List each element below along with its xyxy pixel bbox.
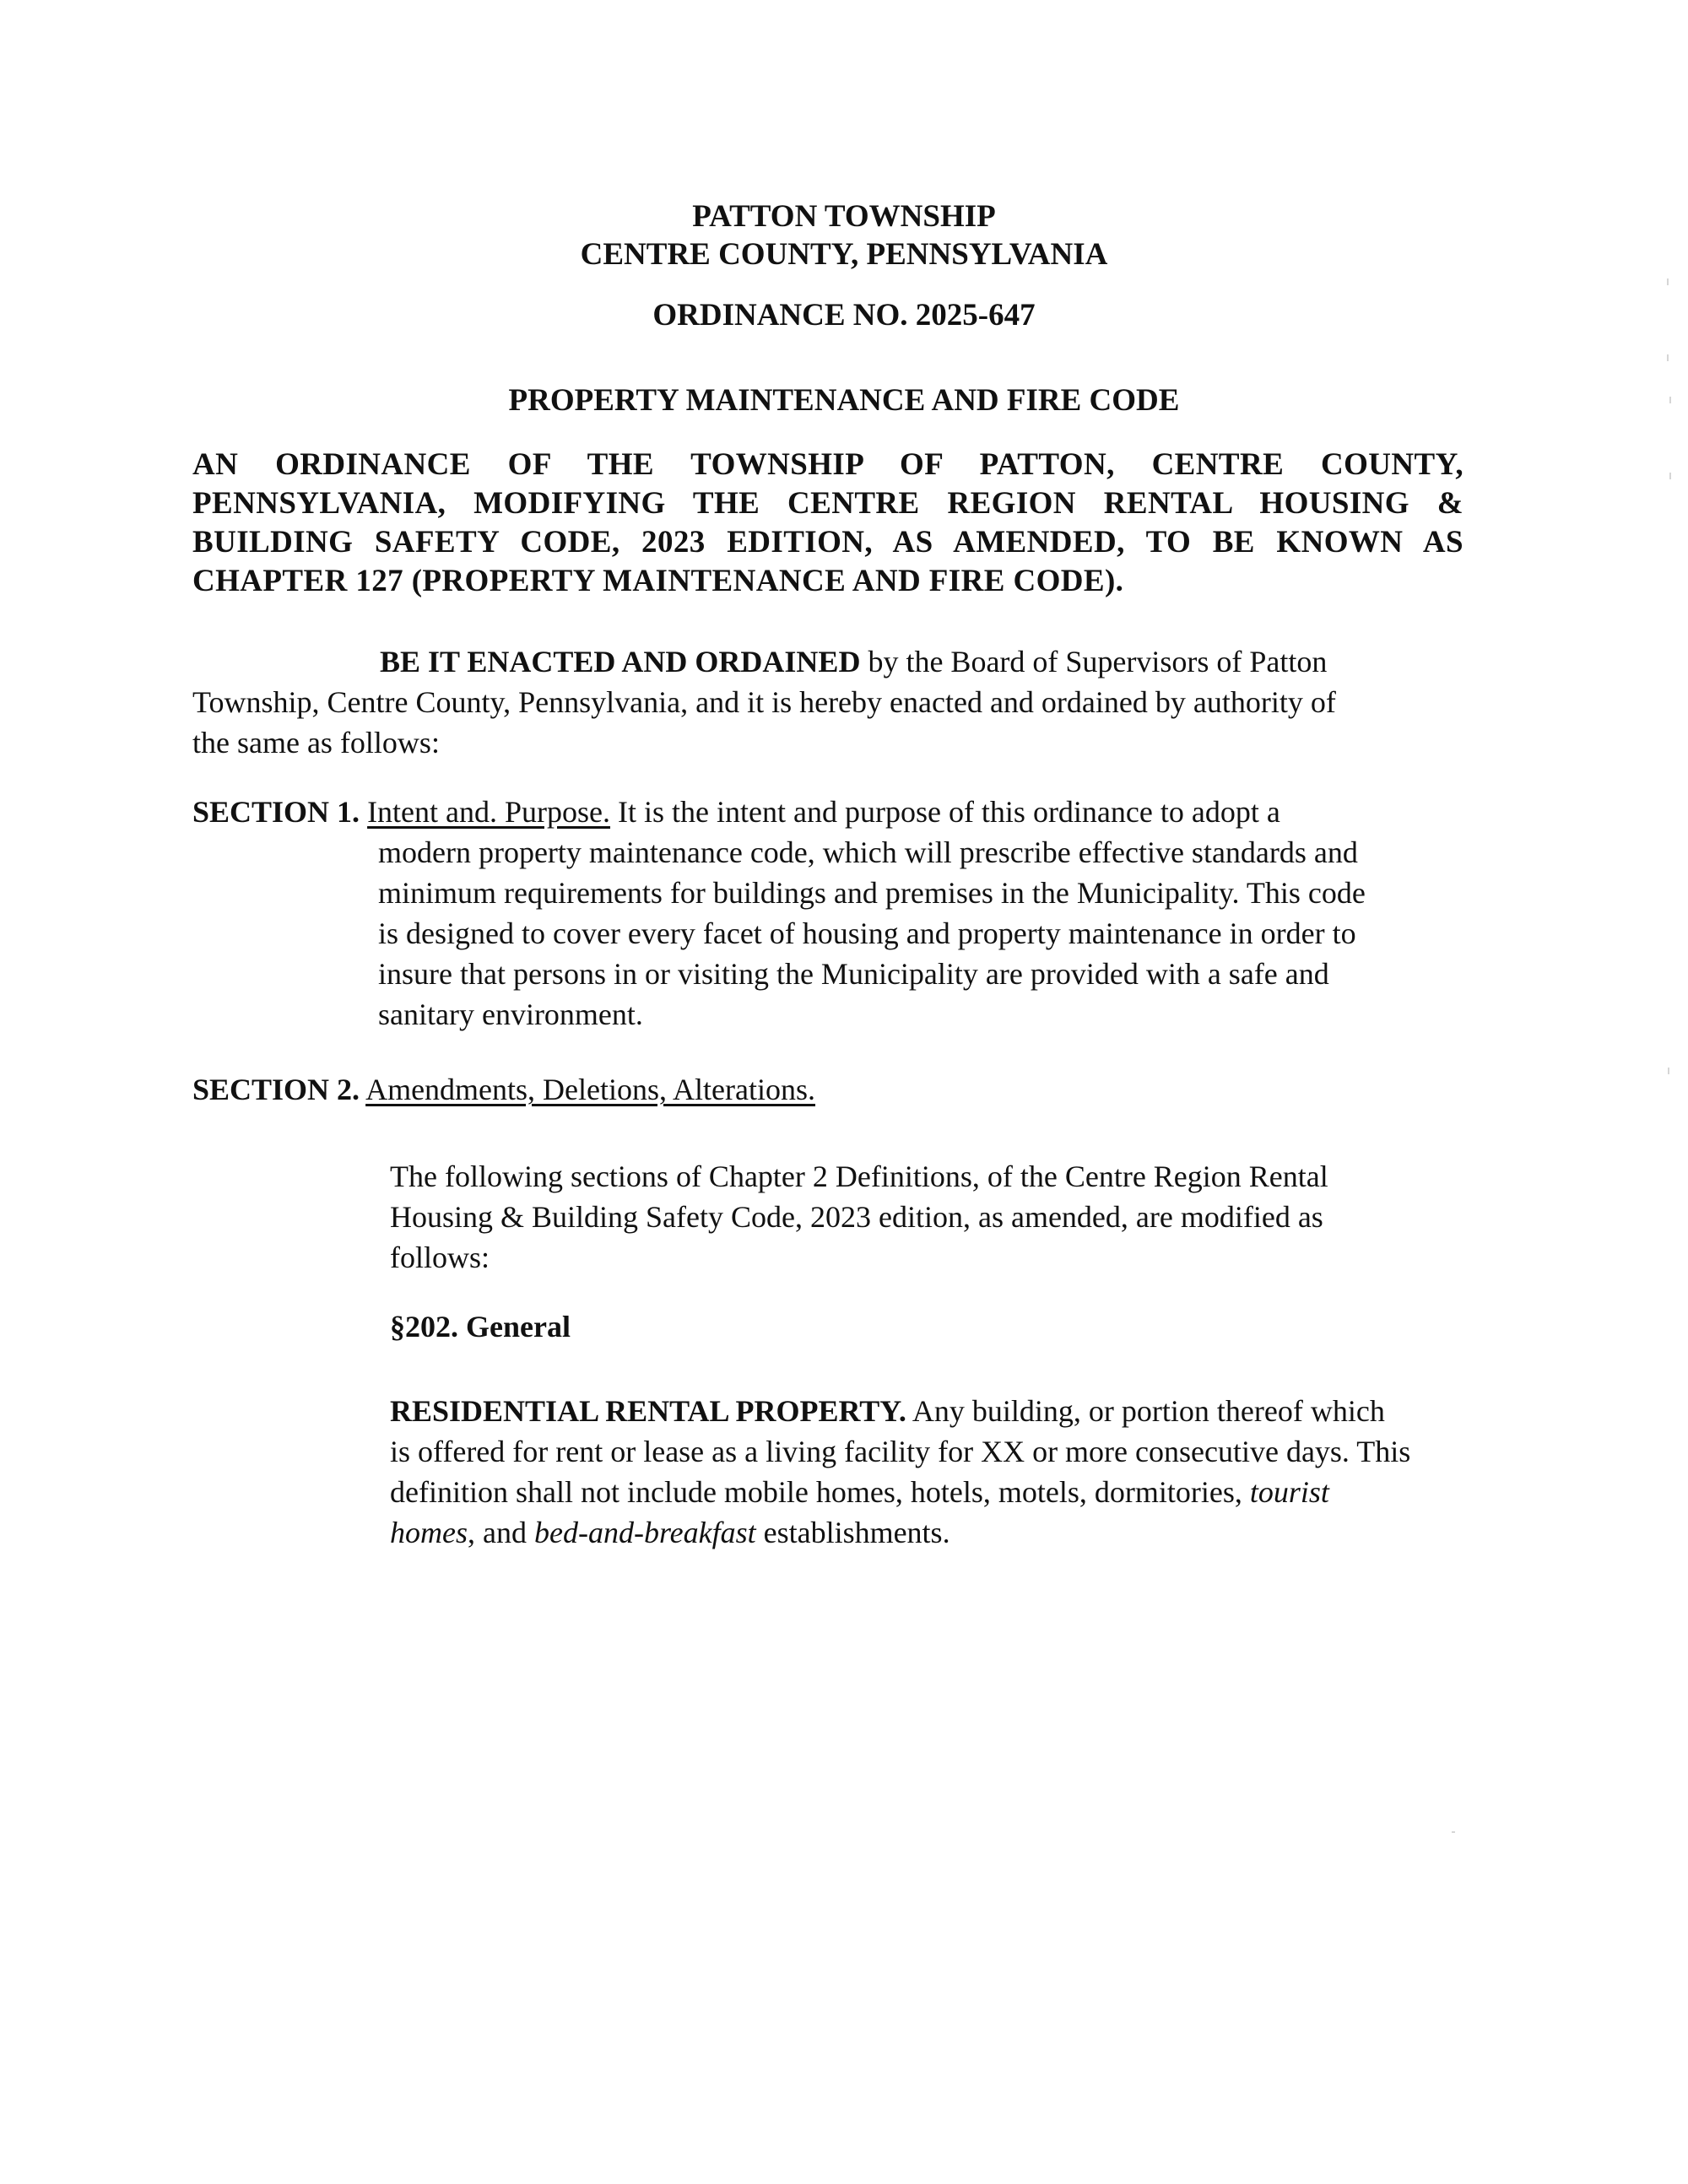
section-1-line: modern property maintenance code, which will prescribe effective standards and: [378, 835, 1358, 869]
definition-term: RESIDENTIAL RENTAL PROPERTY.: [390, 1394, 906, 1428]
scan-speck: [1667, 278, 1669, 285]
section-1-line: minimum requirements for buildings and premises in the Municipality. This code: [378, 876, 1366, 910]
definition-line-4-italic-c: bed-and-breakfast: [533, 1516, 756, 1549]
title-line: AN ORDINANCE OF THE TOWNSHIP OF PATTON, CENTRE COUNTY,: [192, 447, 1463, 482]
ordinance-subject: PROPERTY MAINTENANCE AND FIRE CODE: [508, 383, 1180, 418]
title-line: BUILDING SAFETY CODE, 2023 EDITION, AS AMENDED, TO BE KNOWN AS: [192, 525, 1463, 560]
scan-speck: [1452, 1831, 1455, 1833]
scan-speck: [1669, 397, 1671, 403]
ordinance-title: [192, 446, 1463, 601]
enactment-line-1: by the Board of Supervisors of Patton: [860, 645, 1328, 678]
section-2-intro-line: follows:: [390, 1241, 490, 1274]
definition-line-3-italic: tourist: [1249, 1475, 1329, 1509]
definition-line-4-italic-a: homes: [390, 1516, 468, 1549]
enactment-lead: BE IT ENACTED AND ORDAINED: [380, 645, 861, 678]
title-line: PENNSYLVANIA, MODIFYING THE CENTRE REGION RENTAL HOUSING &: [192, 486, 1463, 521]
definition-line-4-b: , and: [468, 1516, 534, 1549]
section-1-body: [378, 832, 1475, 1035]
section-1-line: insure that persons in or visiting the Municipality are provided with a safe and: [378, 957, 1329, 991]
scan-speck: [1667, 354, 1669, 361]
section-1: [192, 792, 1475, 832]
section-1-label: SECTION 1.: [192, 795, 360, 829]
definition-line-4-d: establishments.: [755, 1516, 950, 1549]
section-1-heading: Intent and. Purpose.: [367, 795, 611, 829]
enactment-line-2: Township, Centre County, Pennsylvania, and it is hereby enacted and ordained by authority of: [192, 685, 1336, 719]
section-2-intro-line: The following sections of Chapter 2 Definitions, of the Centre Region Rental: [390, 1160, 1328, 1193]
section-1-line: sanitary environment.: [378, 997, 643, 1031]
title-line: CHAPTER 127 (PROPERTY MAINTENANCE AND FIRE CODE).: [192, 564, 1124, 598]
enactment-clause: [192, 641, 1475, 763]
enactment-line-3: the same as follows:: [192, 726, 440, 760]
definition-residential-rental-property: [390, 1391, 1487, 1553]
section-2: [192, 1069, 1475, 1110]
section-1-line-1: It is the intent and purpose of this ordinance to adopt a: [610, 795, 1280, 829]
scan-speck: [1669, 473, 1671, 479]
subsection-202-heading: §202. General: [390, 1310, 571, 1343]
county-heading: CENTRE COUNTY, PENNSYLVANIA: [580, 237, 1108, 272]
section-1-line: is designed to cover every facet of housing and property maintenance in order to: [378, 916, 1356, 950]
definition-line-1: Any building, or portion thereof which: [906, 1394, 1385, 1428]
scan-speck: [1668, 1068, 1669, 1074]
definition-line-3: definition shall not include mobile homes, hotels, motels, dormitories,: [390, 1475, 1250, 1509]
section-2-intro-line: Housing & Building Safety Code, 2023 edition, as amended, are modified as: [390, 1200, 1323, 1234]
section-2-intro: [390, 1156, 1487, 1278]
section-2-heading: Amendments, Deletions, Alterations.: [365, 1073, 815, 1106]
definition-line-2: is offered for rent or lease as a living facility for XX or more consecutive days. This: [390, 1435, 1411, 1468]
section-2-label: SECTION 2.: [192, 1073, 360, 1106]
ordinance-number: ORDINANCE NO. 2025-647: [652, 298, 1036, 332]
township-heading: PATTON TOWNSHIP: [692, 199, 996, 234]
